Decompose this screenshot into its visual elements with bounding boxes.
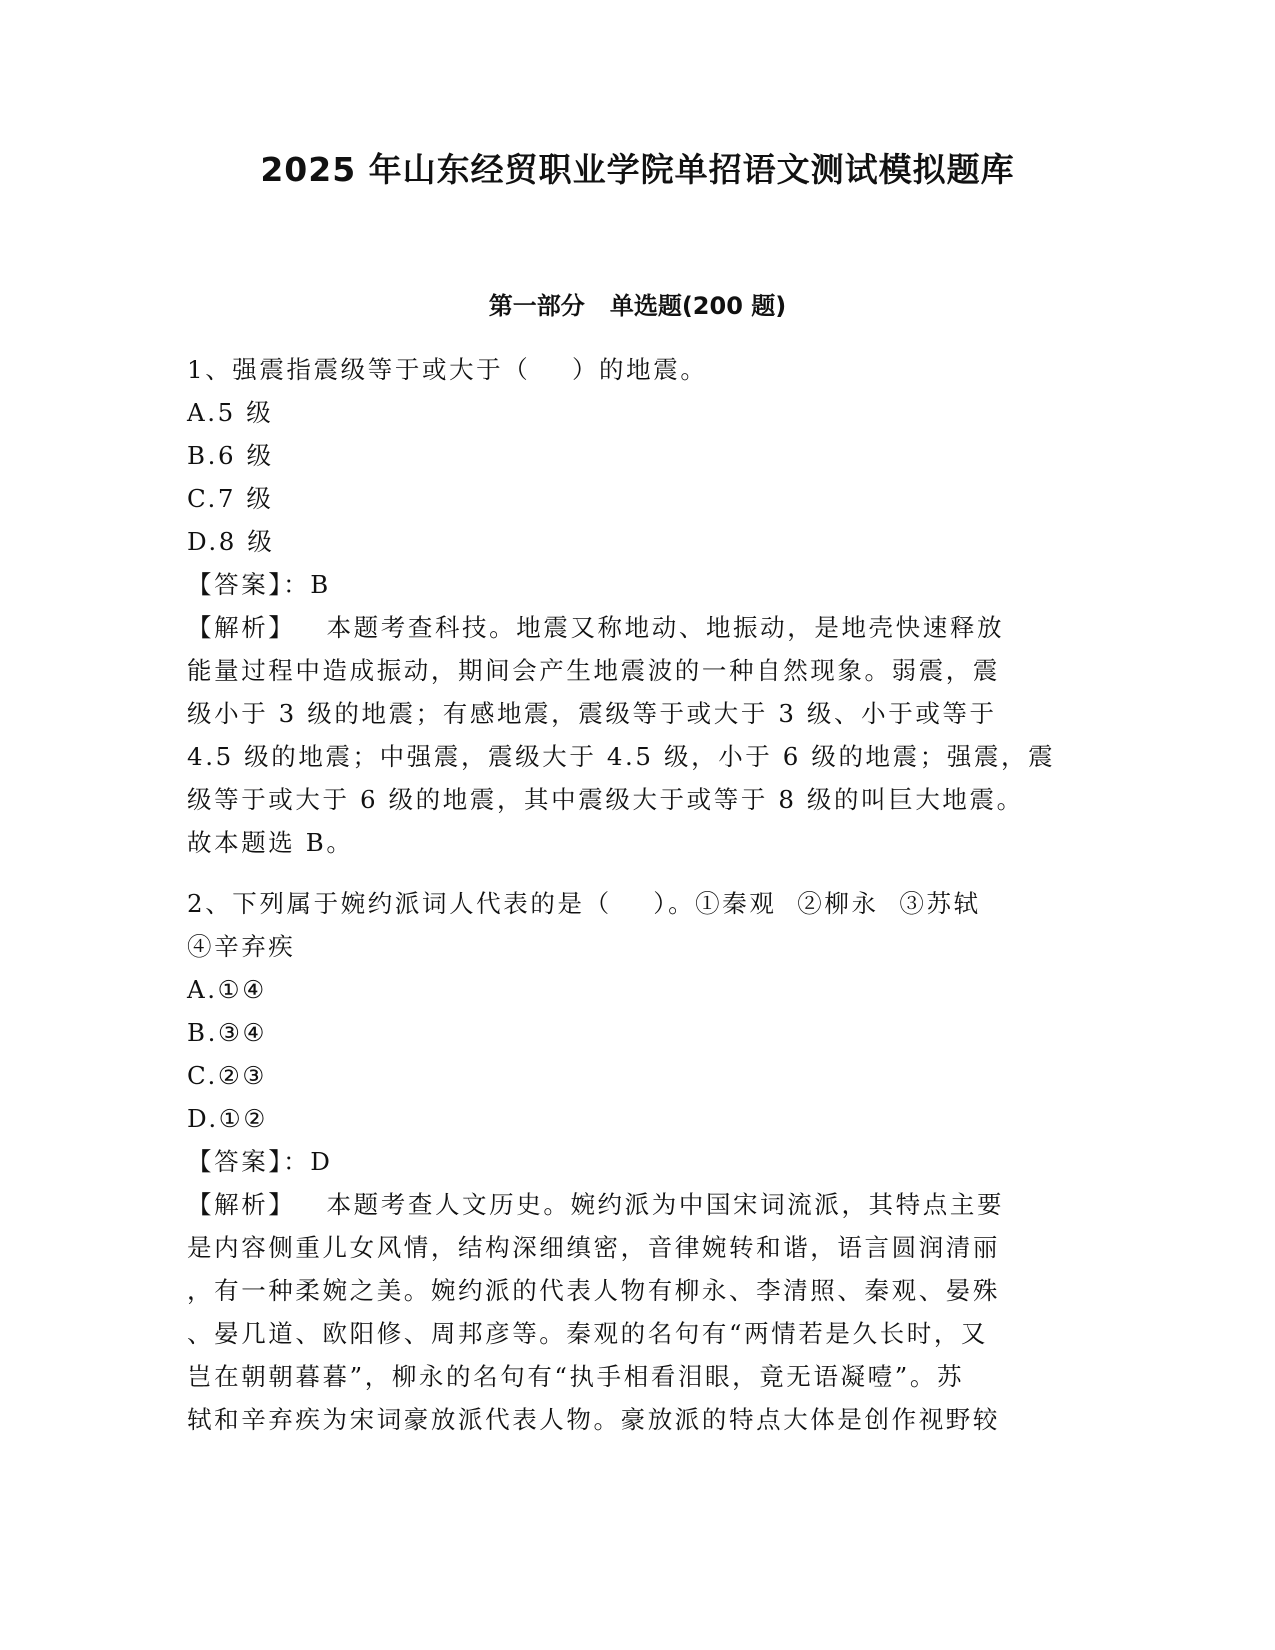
answer-line: 【答案】：D — [187, 1147, 333, 1176]
question-block — [187, 882, 1077, 1441]
option-b: B.6 级 — [187, 441, 274, 470]
section-title: 第一部分 单选题(200 题) — [488, 292, 787, 320]
answer-line: 【答案】：B — [187, 570, 331, 599]
analysis-line: 是内容侧重儿女风情，结构深细缜密，音律婉转和谐，语言圆润清丽 — [187, 1233, 1000, 1262]
option-b: B.③④ — [187, 1018, 268, 1047]
question-block — [187, 348, 1077, 864]
question-list — [187, 348, 1077, 1441]
analysis-line: 故本题选 B。 — [187, 828, 354, 857]
analysis-line: 、晏几道、欧阳修、周邦彦等。秦观的名句有“两情若是久长时，又 — [187, 1319, 989, 1348]
analysis-line: 能量过程中造成振动，期间会产生地震波的一种自然现象。弱震，震 — [187, 656, 1000, 685]
analysis-line: 级小于 3 级的地震；有感地震，震级等于或大于 3 级、小于或等于 — [187, 699, 997, 728]
option-a: A.5 级 — [187, 398, 274, 427]
question-stem: 2、下列属于婉约派词人代表的是（ ）。①秦观 ②柳永 ③苏轼 — [187, 889, 981, 918]
question-stem: 1、强震指震级等于或大于（ ）的地震。 — [187, 355, 708, 384]
analysis-line: 【解析】 本题考查人文历史。婉约派为中国宋词流派，其特点主要 — [187, 1190, 1005, 1219]
analysis-line: 岂在朝朝暮暮”，柳永的名句有“执手相看泪眼，竟无语凝噎”。苏 — [187, 1362, 965, 1391]
analysis-line: 轼和辛弃疾为宋词豪放派代表人物。豪放派的特点大体是创作视野较 — [187, 1405, 1000, 1434]
option-c: C.②③ — [187, 1061, 267, 1090]
analysis-line: 【解析】 本题考查科技。地震又称地动、地振动，是地壳快速释放 — [187, 613, 1005, 642]
option-d: D.①② — [187, 1104, 268, 1133]
question-spacer — [187, 864, 1077, 882]
option-d: D.8 级 — [187, 527, 275, 556]
analysis-line: 4.5 级的地震；中强震，震级大于 4.5 级，小于 6 级的地震；强震，震 — [187, 742, 1056, 771]
analysis-line: 级等于或大于 6 级的地震，其中震级大于或等于 8 级的叫巨大地震。 — [187, 785, 1024, 814]
document-title: 2025 年山东经贸职业学院单招语文测试模拟题库 — [260, 150, 1015, 189]
question-stem: ④辛弃疾 — [187, 932, 296, 961]
option-a: A.①④ — [187, 975, 267, 1004]
option-c: C.7 级 — [187, 484, 274, 513]
analysis-line: ，有一种柔婉之美。婉约派的代表人物有柳永、李清照、秦观、晏殊 — [187, 1276, 1000, 1305]
